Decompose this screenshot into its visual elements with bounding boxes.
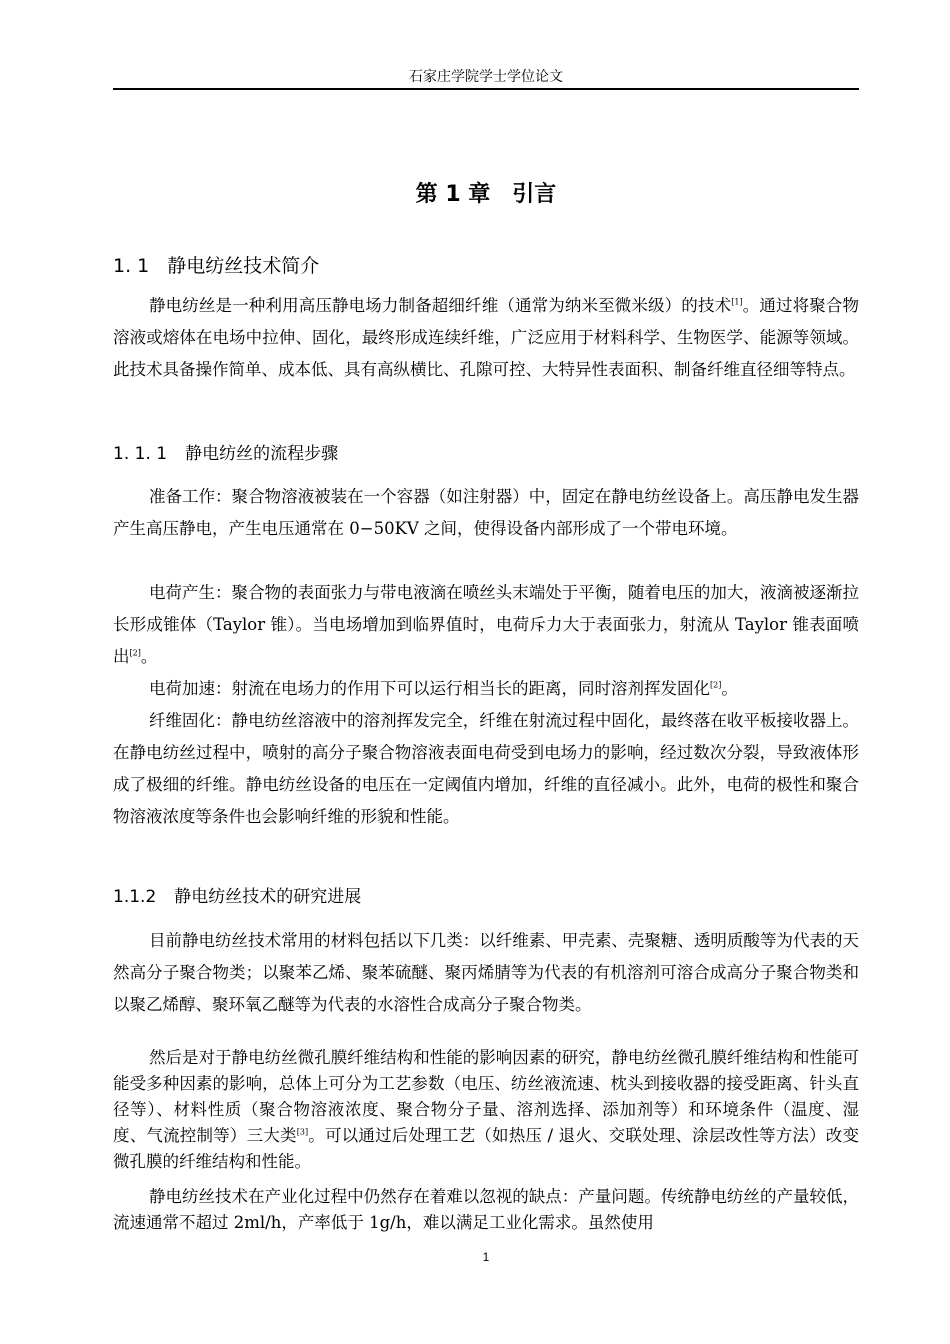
- paragraph-charge-acceleration: [113, 673, 859, 705]
- page-header: 石家庄学院学士学位论文: [409, 69, 563, 85]
- section-number: 1.1.2: [113, 887, 157, 907]
- header-rule: [113, 88, 859, 90]
- citation: [3]: [296, 1127, 309, 1137]
- paragraph-text: 。通过将聚合物溶液或熔体在电场中拉伸、固化，最终形成连续纤维，广泛应用于材料科学、生物医学、能源等领域。此技术具备操作简单、成本低、具有高纵横比、孔隙可控、大特异性表面积、制备纤维直径细等特点。: [113, 296, 860, 379]
- section-heading-1-1: [113, 253, 319, 279]
- paragraph-text: 电荷加速：射流在电场力的作用下可以运行相当长的距离，同时溶剂挥发固化: [149, 679, 710, 698]
- paragraph-industrialization: 静电纺丝技术在产业化过程中仍然存在着难以忽视的缺点：产量问题。传统静电纺丝的产量较低，流速通常不超过 2ml/h，产率低于 1g/h，难以满足工业化需求。虽然使用: [113, 1187, 859, 1232]
- section-heading-1-1-1: [113, 442, 338, 466]
- paragraph-text: 电荷产生：聚合物的表面张力与带电液滴在喷丝头末端处于平衡，随着电压的加大，液滴被逐渐拉长形成锥体（Taylor 锥）。当电场增加到临界值时，电荷斥力大于表面张力，射流从 Taylor 锥表面喷出: [113, 583, 859, 666]
- paragraph-influencing-factors: [113, 1045, 859, 1175]
- paragraph-text: 静电纺丝是一种利用高压静电场力制备超细纤维（通常为纳米至微米级）的技术: [149, 296, 732, 315]
- paragraph-text: 。: [721, 679, 738, 698]
- section-number: 1. 1. 1: [113, 444, 168, 464]
- paragraph-text: 。: [140, 647, 158, 666]
- paragraph-preparation: 准备工作：聚合物溶液被装在一个容器（如注射器）中，固定在静电纺丝设备上。高压静电发生器产生高压静电，产生电压通常在 0−50KV 之间，使得设备内部形成了一个带电环境。: [113, 487, 859, 538]
- section-title: 静电纺丝技术的研究进展: [174, 887, 362, 907]
- citation: [2]: [129, 648, 141, 658]
- section-number: 1. 1: [113, 255, 150, 277]
- paragraph-text: 。可以通过后处理工艺（如热压 / 退火、交联处理、涂层改性等方法）改变微孔膜的纤维结构和性能。: [113, 1126, 859, 1171]
- section-heading-1-1-2: [113, 885, 361, 909]
- section-title: 静电纺丝技术简介: [167, 255, 320, 277]
- chapter-title: 第 1 章 引言: [415, 182, 557, 207]
- paragraph-charge-generation: [113, 577, 859, 673]
- section-title: 静电纺丝的流程步骤: [185, 444, 339, 464]
- page-number: 1: [482, 1250, 490, 1264]
- citation: [2]: [710, 680, 722, 690]
- paragraph-text: 然后是对于静电纺丝微孔膜纤维结构和性能的影响因素的研究，静电纺丝微孔膜纤维结构和性能可能受多种因素的影响，总体上可分为工艺参数（电压、纺丝液流速、枕头到接收器的接受距离、针头直径等）、材料性质（聚合物溶液浓度、聚合物分子量、溶剂选择、添加剂等）和环境条件（温度、湿度、气流控制等）三大类: [113, 1048, 859, 1145]
- citation: [1]: [731, 297, 743, 307]
- paragraph-materials: 目前静电纺丝技术常用的材料包括以下几类：以纤维素、甲壳素、壳聚糖、透明质酸等为代表的天然高分子聚合物类；以聚苯乙烯、聚苯硫醚、聚丙烯腈等为代表的有机溶剂可溶合成高分子聚合物类和以聚乙烯醇、聚环氧乙醚等为代表的水溶性合成高分子聚合物类。: [113, 931, 859, 1014]
- paragraph-intro: [113, 290, 859, 386]
- paragraph-fiber-solidification: 纤维固化：静电纺丝溶液中的溶剂挥发完全，纤维在射流过程中固化，最终落在收平板接收器上。在静电纺丝过程中，喷射的高分子聚合物溶液表面电荷受到电场力的影响，经过数次分裂，导致液体形成了极细的纤维。静电纺丝设备的电压在一定阈值内增加，纤维的直径减小。此外，电荷的极性和聚合物溶液浓度等条件也会影响纤维的形貌和性能。: [113, 711, 859, 826]
